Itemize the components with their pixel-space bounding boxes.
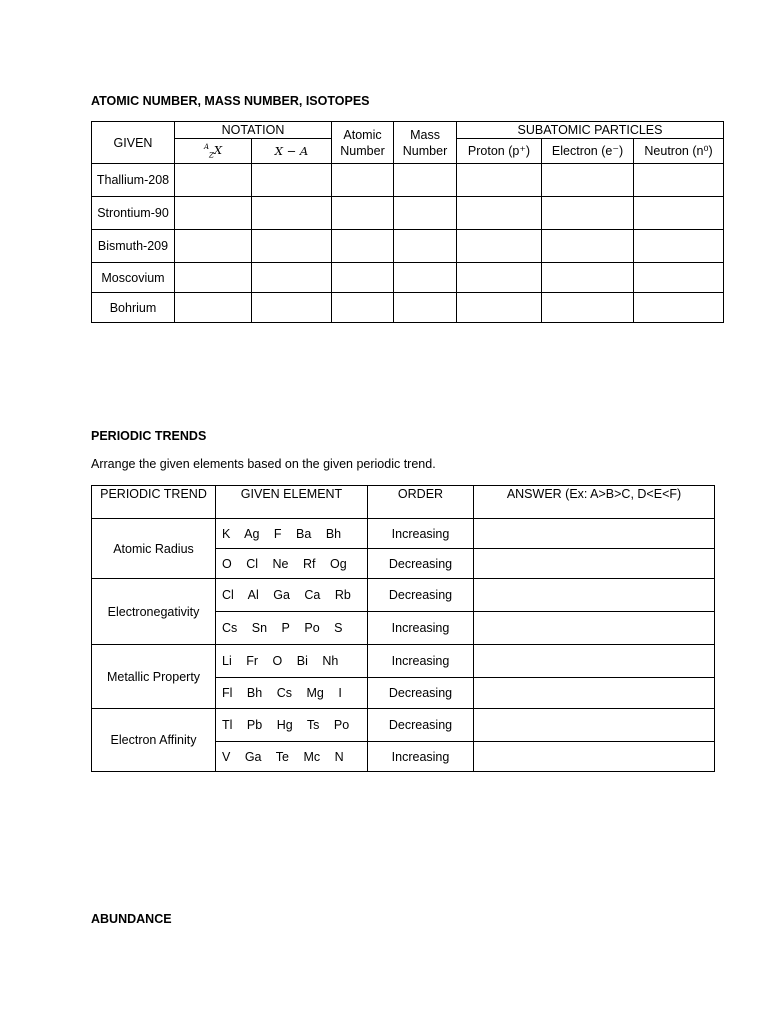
trend-cell: Electronegativity <box>92 579 216 645</box>
header-notation-azx: $^A_Z$X <box>175 139 252 164</box>
order-cell: Increasing <box>368 645 474 678</box>
answer-cell[interactable] <box>332 197 394 230</box>
answer-cell[interactable] <box>542 293 634 323</box>
answer-cell[interactable] <box>634 230 724 263</box>
element-symbol: Mc <box>303 749 321 764</box>
element-symbol: N <box>334 749 344 764</box>
answer-cell[interactable] <box>457 230 542 263</box>
answer-cell[interactable] <box>394 164 457 197</box>
answer-cell[interactable] <box>474 549 715 579</box>
answer-cell[interactable] <box>474 742 715 772</box>
order-cell: Increasing <box>368 612 474 645</box>
section-heading-abundance: ABUNDANCE <box>91 912 172 926</box>
given-element-cell: Thallium-208 <box>92 164 175 197</box>
answer-cell[interactable] <box>332 164 394 197</box>
element-symbol: Ga <box>244 749 262 764</box>
trend-cell: Atomic Radius <box>92 519 216 579</box>
section-heading-atomic-number: ATOMIC NUMBER, MASS NUMBER, ISOTOPES <box>91 94 370 108</box>
header-given: GIVEN <box>92 122 175 164</box>
table-row <box>92 709 715 742</box>
answer-cell[interactable] <box>394 263 457 293</box>
answer-cell[interactable] <box>175 263 252 293</box>
given-element-cell: Bismuth-209 <box>92 230 175 263</box>
element-symbol: Te <box>275 749 289 764</box>
trend-cell: Metallic Property <box>92 645 216 709</box>
order-cell: Decreasing <box>368 678 474 709</box>
instruction-text: Arrange the given elements based on the given periodic trend. <box>91 457 436 471</box>
table-row <box>92 230 724 263</box>
element-symbol: Ne <box>272 556 289 571</box>
answer-cell[interactable] <box>542 197 634 230</box>
order-cell: Decreasing <box>368 579 474 612</box>
given-elements-cell <box>216 579 368 612</box>
answer-cell[interactable] <box>252 197 332 230</box>
element-symbol: Nh <box>322 654 339 668</box>
element-symbol: Mg <box>306 686 324 700</box>
order-cell: Increasing <box>368 742 474 772</box>
answer-cell[interactable] <box>457 293 542 323</box>
answer-cell[interactable] <box>332 293 394 323</box>
answer-cell[interactable] <box>394 230 457 263</box>
element-symbol: K <box>222 526 231 541</box>
table-row <box>92 197 724 230</box>
header-answer: ANSWER (Ex: A>B>C, D<E<F) <box>474 486 715 519</box>
element-symbol: Ba <box>296 526 312 541</box>
header-neutron: Neutron (n⁰) <box>634 139 724 164</box>
answer-cell[interactable] <box>175 197 252 230</box>
table-row <box>92 164 724 197</box>
answer-cell[interactable] <box>474 612 715 645</box>
header-atomic-number: Atomic Number <box>332 122 394 164</box>
answer-cell[interactable] <box>457 197 542 230</box>
section-heading-periodic-trends: PERIODIC TRENDS <box>91 429 207 443</box>
answer-cell[interactable] <box>474 709 715 742</box>
answer-cell[interactable] <box>394 197 457 230</box>
given-elements-cell <box>216 742 368 772</box>
element-symbol: Rf <box>302 556 316 571</box>
trend-cell: Electron Affinity <box>92 709 216 772</box>
answer-cell[interactable] <box>542 263 634 293</box>
answer-cell[interactable] <box>252 230 332 263</box>
element-symbol: Ga <box>273 588 290 602</box>
atomic-number-table <box>91 121 724 323</box>
answer-cell[interactable] <box>634 164 724 197</box>
table-row <box>92 579 715 612</box>
header-electron: Electron (e⁻) <box>542 139 634 164</box>
element-symbol: O <box>222 556 232 571</box>
element-symbol: P <box>281 621 290 635</box>
header-given-element: GIVEN ELEMENT <box>216 486 368 519</box>
element-symbol: Po <box>304 621 320 635</box>
answer-cell[interactable] <box>252 293 332 323</box>
element-symbol: Al <box>247 588 259 602</box>
order-cell: Decreasing <box>368 709 474 742</box>
answer-cell[interactable] <box>252 263 332 293</box>
answer-cell[interactable] <box>175 230 252 263</box>
element-symbol: Po <box>333 718 350 732</box>
element-symbol: Fr <box>246 654 259 668</box>
element-symbol: Pb <box>246 718 263 732</box>
element-symbol: Cl <box>246 556 259 571</box>
answer-cell[interactable] <box>542 164 634 197</box>
answer-cell[interactable] <box>474 645 715 678</box>
answer-cell[interactable] <box>634 293 724 323</box>
given-elements-cell <box>216 709 368 742</box>
answer-cell[interactable] <box>175 293 252 323</box>
answer-cell[interactable] <box>474 519 715 549</box>
given-elements-cell <box>216 549 368 579</box>
given-element-cell: Strontium-90 <box>92 197 175 230</box>
table-row <box>92 519 715 549</box>
element-symbol: Cs <box>276 686 292 700</box>
given-elements-cell <box>216 678 368 709</box>
given-element-cell: Bohrium <box>92 293 175 323</box>
given-elements-cell <box>216 612 368 645</box>
answer-cell[interactable] <box>175 164 252 197</box>
element-symbol: Bi <box>296 654 308 668</box>
answer-cell[interactable] <box>457 164 542 197</box>
element-symbol: Ag <box>244 526 260 541</box>
table-row <box>92 645 715 678</box>
element-symbol: Bh <box>246 686 263 700</box>
element-symbol: Bh <box>325 526 342 541</box>
table-row <box>92 293 724 323</box>
element-symbol: V <box>222 749 231 764</box>
header-notation: NOTATION <box>175 122 332 139</box>
element-symbol: Cl <box>222 588 234 602</box>
header-mass-number: Mass Number <box>394 122 457 164</box>
answer-cell[interactable] <box>474 678 715 709</box>
header-periodic-trend: PERIODIC TREND <box>92 486 216 519</box>
answer-cell[interactable] <box>457 263 542 293</box>
element-symbol: I <box>338 686 342 700</box>
answer-cell[interactable] <box>332 230 394 263</box>
answer-cell[interactable] <box>634 263 724 293</box>
element-symbol: Sn <box>251 621 268 635</box>
answer-cell[interactable] <box>542 230 634 263</box>
answer-cell[interactable] <box>252 164 332 197</box>
table-row <box>92 263 724 293</box>
header-notation-x-minus-a: X − A <box>252 139 332 164</box>
element-symbol: Li <box>222 654 232 668</box>
element-symbol: Ca <box>304 588 321 602</box>
periodic-trends-table <box>91 485 715 772</box>
element-symbol: S <box>334 621 343 635</box>
element-symbol: Ts <box>306 718 320 732</box>
given-elements-cell <box>216 645 368 678</box>
header-subatomic-particles: SUBATOMIC PARTICLES <box>457 122 724 139</box>
answer-cell[interactable] <box>474 579 715 612</box>
element-symbol: O <box>272 654 283 668</box>
element-symbol: Rb <box>334 588 351 602</box>
header-proton: Proton (p⁺) <box>457 139 542 164</box>
element-symbol: Tl <box>222 718 233 732</box>
given-element-cell: Moscovium <box>92 263 175 293</box>
order-cell: Decreasing <box>368 549 474 579</box>
element-symbol: Fl <box>222 686 233 700</box>
element-symbol: Hg <box>276 718 293 732</box>
element-symbol: Og <box>329 556 347 571</box>
answer-cell[interactable] <box>332 263 394 293</box>
element-symbol: Cs <box>222 621 238 635</box>
header-order: ORDER <box>368 486 474 519</box>
answer-cell[interactable] <box>634 197 724 230</box>
answer-cell[interactable] <box>394 293 457 323</box>
element-symbol: F <box>273 526 282 541</box>
given-elements-cell <box>216 519 368 549</box>
order-cell: Increasing <box>368 519 474 549</box>
